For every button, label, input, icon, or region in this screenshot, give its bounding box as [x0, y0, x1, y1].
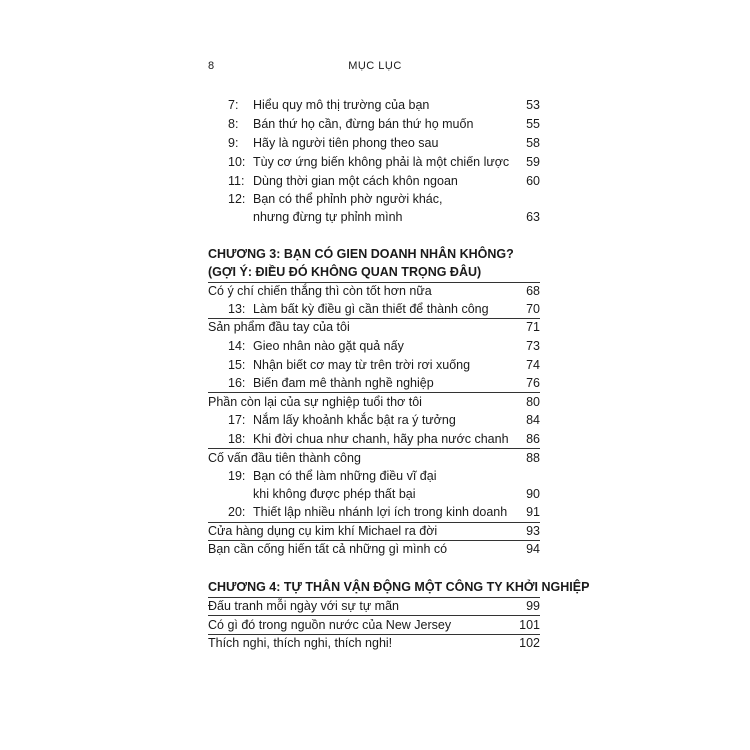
section-page: 80 — [526, 395, 540, 409]
entry-number: 12: — [228, 192, 246, 206]
entry-number: 11: — [228, 174, 245, 188]
section-page: 88 — [526, 451, 540, 465]
entry-number: 14: — [228, 339, 246, 353]
toc-section[interactable] — [208, 449, 540, 467]
entry-number: 8: — [228, 117, 239, 131]
toc-entry[interactable] — [228, 356, 540, 374]
page-number: 8 — [208, 60, 215, 72]
entry-title: Tùy cơ ứng biến không phải là một chiến lược — [253, 155, 510, 169]
section-title: Sản phẩm đầu tay của tôi — [208, 320, 350, 334]
entry-title: Hãy là người tiên phong theo sau — [253, 136, 439, 150]
toc-entry-continued[interactable] — [253, 485, 540, 503]
entry-title: Nhận biết cơ may từ trên trời rơi xuống — [253, 358, 471, 372]
toc-entry[interactable] — [228, 430, 540, 448]
toc-entry[interactable] — [228, 96, 540, 114]
chapter-3-title-line-1[interactable]: CHƯƠNG 3: BẠN CÓ GIEN DOANH NHÂN KHÔNG? — [208, 247, 514, 261]
entry-title: Làm bất kỳ điều gì cần thiết để thành công — [253, 302, 489, 316]
entry-title: khi không được phép thất bại — [253, 487, 416, 501]
toc-entry[interactable] — [228, 337, 540, 355]
entry-number: 17: — [228, 413, 246, 427]
toc-entry[interactable] — [228, 134, 540, 152]
entry-title: Hiểu quy mô thị trường của bạn — [253, 98, 430, 112]
entry-page: 76 — [526, 376, 540, 390]
toc-section[interactable] — [208, 616, 540, 634]
toc-section[interactable] — [208, 540, 540, 558]
toc-entry[interactable] — [228, 172, 540, 190]
toc-entry[interactable] — [228, 190, 540, 208]
entry-page: 90 — [526, 487, 540, 501]
entry-page: 55 — [526, 117, 540, 131]
section-page: 68 — [526, 284, 540, 298]
section-page: 101 — [519, 618, 540, 632]
section-page: 71 — [526, 320, 540, 334]
section-title: Phần còn lại của sự nghiệp tuổi thơ tôi — [208, 395, 422, 409]
entry-page: 60 — [526, 174, 540, 188]
chapter-4-title[interactable]: CHƯƠNG 4: TỰ THÂN VẬN ĐỘNG MỘT CÔNG TY KHỞI NGHIỆP — [208, 580, 590, 594]
entry-number: 10: — [228, 155, 246, 169]
chapter-3-title-line-2[interactable]: (GỢI Ý: ĐIỀU ĐÓ KHÔNG QUAN TRỌNG ĐÂU) — [208, 265, 482, 279]
entry-title: Nắm lấy khoảnh khắc bật ra ý tưởng — [253, 413, 456, 427]
toc-section[interactable] — [208, 597, 540, 615]
entry-page: 63 — [526, 210, 540, 224]
section-title: Có ý chí chiến thắng thì còn tốt hơn nữa — [208, 284, 432, 298]
entry-page: 73 — [526, 339, 540, 353]
entry-title: Bạn có thể làm những điều vĩ đại — [253, 469, 437, 483]
entry-page: 84 — [526, 413, 540, 427]
entry-title: Bạn có thể phỉnh phờ người khác, — [253, 192, 443, 206]
entry-page: 70 — [526, 302, 540, 316]
toc-section[interactable] — [208, 522, 540, 540]
toc-entry[interactable] — [228, 503, 540, 521]
entry-number: 9: — [228, 136, 239, 150]
entry-number: 13: — [228, 302, 246, 316]
entry-number: 18: — [228, 432, 246, 446]
entry-number: 7: — [228, 98, 239, 112]
page-title: MỤC LỤC — [348, 60, 402, 72]
toc-section[interactable] — [208, 634, 540, 652]
entry-number: 19: — [228, 469, 246, 483]
section-title: Bạn cần cống hiến tất cả những gì mình có — [208, 542, 448, 556]
section-title: Đấu tranh mỗi ngày với sự tự mãn — [208, 599, 399, 613]
entry-title: nhưng đừng tự phỉnh mình — [253, 210, 403, 224]
section-title: Cửa hàng dụng cụ kim khí Michael ra đời — [208, 524, 438, 538]
entry-title: Khi đời chua như chanh, hãy pha nước chanh — [253, 432, 509, 446]
toc-section[interactable] — [208, 393, 540, 411]
entry-number: 20: — [228, 505, 246, 519]
entry-title: Bán thứ họ cần, đừng bán thứ họ muốn — [253, 117, 474, 131]
entry-title: Gieo nhân nào gặt quả nấy — [253, 339, 404, 353]
entry-title: Thiết lập nhiều nhánh lợi ích trong kinh doanh — [253, 505, 508, 519]
toc-entry[interactable] — [228, 411, 540, 429]
entry-page: 58 — [526, 136, 540, 150]
entry-page: 91 — [526, 505, 540, 519]
toc-entry[interactable] — [228, 374, 540, 392]
section-page: 102 — [519, 636, 540, 650]
entry-page: 53 — [526, 98, 540, 112]
toc-entry[interactable] — [228, 115, 540, 133]
toc-entry-continued[interactable] — [253, 208, 540, 226]
toc-section[interactable] — [208, 282, 540, 300]
entry-number: 15: — [228, 358, 246, 372]
section-page: 93 — [526, 524, 540, 538]
entry-page: 59 — [526, 155, 540, 169]
section-title: Thích nghi, thích nghi, thích nghi! — [208, 636, 393, 650]
toc-entry[interactable] — [228, 467, 540, 485]
toc-section[interactable] — [208, 318, 540, 336]
entry-number: 16: — [228, 376, 246, 390]
toc-entry[interactable] — [228, 300, 540, 318]
entry-page: 86 — [526, 432, 540, 446]
entry-title: Biến đam mê thành nghề nghiệp — [253, 376, 434, 390]
entry-title: Dùng thời gian một cách khôn ngoan — [253, 174, 458, 188]
section-page: 99 — [526, 599, 540, 613]
entry-page: 74 — [526, 358, 540, 372]
section-page: 94 — [526, 542, 540, 556]
section-title: Cố vấn đầu tiên thành công — [208, 451, 361, 465]
toc-entry[interactable] — [228, 153, 540, 171]
section-title: Có gì đó trong nguồn nước của New Jersey — [208, 618, 452, 632]
